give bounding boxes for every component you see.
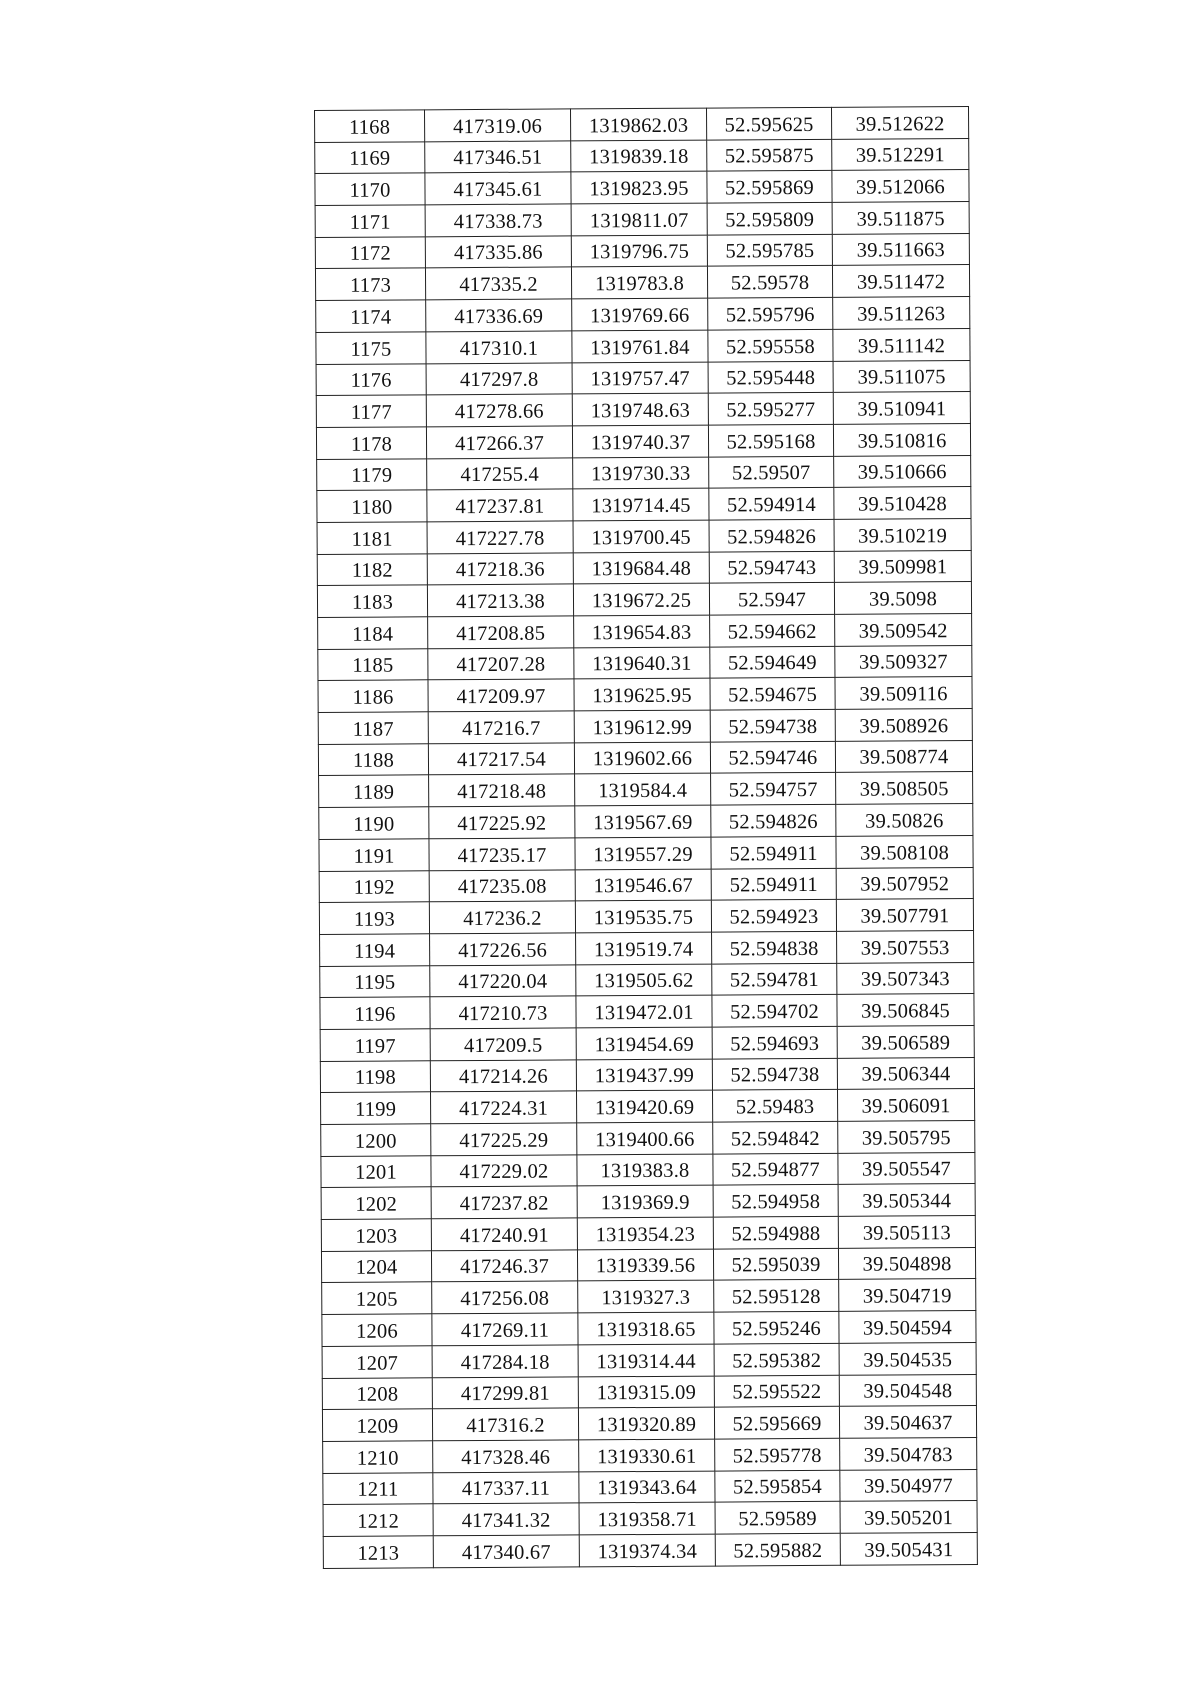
longitude-cell: 39.512066 [832, 170, 969, 203]
longitude-cell: 39.506091 [837, 1089, 974, 1122]
table-row [319, 804, 973, 840]
table-row [319, 899, 973, 935]
x-coordinate-cell: 417335.2 [425, 267, 571, 300]
y-coordinate-cell: 1319640.31 [574, 647, 710, 680]
point-number-cell: 1208 [322, 1377, 432, 1409]
table-row [316, 328, 970, 364]
point-number-cell: 1179 [317, 458, 427, 490]
table-row [318, 709, 972, 745]
longitude-cell: 39.505344 [838, 1184, 975, 1217]
longitude-cell: 39.510816 [833, 423, 970, 456]
x-coordinate-cell: 417255.4 [427, 457, 573, 490]
y-coordinate-cell: 1319757.47 [572, 362, 708, 395]
latitude-cell: 52.595382 [714, 1343, 839, 1375]
x-coordinate-cell: 417209.97 [428, 679, 574, 712]
point-number-cell: 1183 [317, 585, 427, 617]
table-row [322, 1374, 976, 1410]
latitude-cell: 52.59483 [712, 1090, 837, 1122]
y-coordinate-cell: 1319684.48 [573, 552, 709, 585]
table-row [321, 1247, 975, 1283]
longitude-cell: 39.504637 [839, 1406, 976, 1439]
longitude-cell: 39.5098 [834, 582, 971, 615]
latitude-cell: 52.594675 [710, 678, 835, 710]
point-number-cell: 1209 [322, 1409, 432, 1441]
latitude-cell: 52.594988 [713, 1216, 838, 1248]
x-coordinate-cell: 417337.11 [433, 1471, 579, 1504]
table-row [321, 1184, 975, 1220]
table-row [320, 1025, 974, 1061]
point-number-cell: 1204 [321, 1251, 431, 1283]
table-row [320, 1057, 974, 1093]
y-coordinate-cell: 1319330.61 [579, 1439, 715, 1472]
table-row [323, 1532, 977, 1568]
point-number-cell: 1199 [321, 1092, 431, 1124]
y-coordinate-cell: 1319730.33 [573, 457, 709, 490]
latitude-cell: 52.594826 [711, 804, 836, 836]
point-number-cell: 1197 [320, 1029, 430, 1061]
y-coordinate-cell: 1319339.56 [577, 1249, 713, 1282]
x-coordinate-cell: 417269.11 [432, 1313, 578, 1346]
point-number-cell: 1173 [315, 268, 425, 300]
x-coordinate-cell: 417214.26 [430, 1060, 576, 1093]
y-coordinate-cell: 1319748.63 [572, 393, 708, 426]
point-number-cell: 1174 [316, 300, 426, 332]
y-coordinate-cell: 1319519.74 [576, 932, 712, 965]
y-coordinate-cell: 1319535.75 [575, 900, 711, 933]
longitude-cell: 39.504535 [839, 1342, 976, 1375]
y-coordinate-cell: 1319557.29 [575, 837, 711, 870]
point-number-cell: 1185 [318, 649, 428, 681]
latitude-cell: 52.595778 [715, 1438, 840, 1470]
point-number-cell: 1170 [315, 173, 425, 205]
latitude-cell: 52.594914 [709, 488, 834, 520]
table-row [317, 487, 971, 523]
longitude-cell: 39.510941 [833, 392, 970, 425]
table-row [317, 518, 971, 554]
table-row [323, 1437, 977, 1473]
x-coordinate-cell: 417345.61 [425, 172, 571, 205]
latitude-cell: 52.594746 [710, 741, 835, 773]
longitude-cell: 39.506344 [837, 1057, 974, 1090]
x-coordinate-cell: 417218.36 [427, 553, 573, 586]
point-number-cell: 1186 [318, 680, 428, 712]
latitude-cell: 52.594743 [709, 551, 834, 583]
table-row [320, 930, 974, 966]
table-row [322, 1311, 976, 1347]
latitude-cell: 52.594958 [713, 1185, 838, 1217]
point-number-cell: 1187 [318, 712, 428, 744]
latitude-cell: 52.595522 [714, 1375, 839, 1407]
y-coordinate-cell: 1319654.83 [574, 615, 710, 648]
x-coordinate-cell: 417335.86 [425, 236, 571, 269]
latitude-cell: 52.595669 [714, 1407, 839, 1439]
longitude-cell: 39.510219 [834, 518, 971, 551]
y-coordinate-cell: 1319437.99 [576, 1059, 712, 1092]
longitude-cell: 39.508505 [836, 772, 973, 805]
x-coordinate-cell: 417217.54 [428, 743, 574, 776]
y-coordinate-cell: 1319672.25 [573, 583, 709, 616]
point-number-cell: 1177 [316, 395, 426, 427]
table-row [316, 360, 970, 396]
longitude-cell: 39.504898 [838, 1247, 975, 1280]
longitude-cell: 39.505795 [838, 1120, 975, 1153]
table-row [316, 297, 970, 333]
x-coordinate-cell: 417213.38 [427, 584, 573, 617]
longitude-cell: 39.511663 [832, 233, 969, 266]
latitude-cell: 52.594923 [711, 900, 836, 932]
longitude-cell: 39.511075 [833, 360, 970, 393]
table-row [315, 170, 969, 206]
latitude-cell: 52.5947 [709, 583, 834, 615]
point-number-cell: 1210 [323, 1441, 433, 1473]
latitude-cell: 52.595625 [706, 107, 831, 139]
x-coordinate-cell: 417328.46 [433, 1440, 579, 1473]
latitude-cell: 52.595875 [707, 139, 832, 171]
x-coordinate-cell: 417284.18 [432, 1345, 578, 1378]
table-row [315, 202, 969, 238]
latitude-cell: 52.594877 [713, 1153, 838, 1185]
longitude-cell: 39.510428 [834, 487, 971, 520]
y-coordinate-cell: 1319354.23 [577, 1217, 713, 1250]
table-row [318, 740, 972, 776]
y-coordinate-cell: 1319327.3 [578, 1281, 714, 1314]
latitude-cell: 52.595168 [708, 424, 833, 456]
latitude-cell: 52.595796 [708, 297, 833, 329]
point-number-cell: 1212 [323, 1504, 433, 1536]
y-coordinate-cell: 1319374.34 [579, 1534, 715, 1567]
x-coordinate-cell: 417236.2 [429, 901, 575, 934]
latitude-cell: 52.594911 [711, 868, 836, 900]
point-number-cell: 1200 [321, 1124, 431, 1156]
table-row [318, 677, 972, 713]
longitude-cell: 39.508108 [836, 835, 973, 868]
x-coordinate-cell: 417208.85 [428, 616, 574, 649]
y-coordinate-cell: 1319420.69 [576, 1090, 712, 1123]
longitude-cell: 39.510666 [834, 455, 971, 488]
table-row [315, 265, 969, 301]
longitude-cell: 39.50826 [836, 804, 973, 837]
longitude-cell: 39.509327 [835, 645, 972, 678]
point-number-cell: 1168 [315, 110, 425, 142]
longitude-cell: 39.509981 [834, 550, 971, 583]
longitude-cell: 39.505201 [840, 1501, 977, 1534]
point-number-cell: 1206 [322, 1314, 432, 1346]
longitude-cell: 39.505431 [840, 1532, 977, 1565]
x-coordinate-cell: 417319.06 [425, 109, 571, 142]
y-coordinate-cell: 1319700.45 [573, 520, 709, 553]
point-number-cell: 1201 [321, 1155, 431, 1187]
y-coordinate-cell: 1319839.18 [571, 140, 707, 173]
y-coordinate-cell: 1319454.69 [576, 1027, 712, 1060]
table-row [322, 1342, 976, 1378]
y-coordinate-cell: 1319318.65 [578, 1312, 714, 1345]
point-number-cell: 1175 [316, 332, 426, 364]
longitude-cell: 39.511142 [833, 328, 970, 361]
latitude-cell: 52.595448 [708, 361, 833, 393]
table-row [315, 233, 969, 269]
y-coordinate-cell: 1319769.66 [572, 298, 708, 331]
x-coordinate-cell: 417346.51 [425, 141, 571, 174]
y-coordinate-cell: 1319584.4 [575, 774, 711, 807]
latitude-cell: 52.595882 [715, 1533, 840, 1565]
x-coordinate-cell: 417216.7 [428, 711, 574, 744]
latitude-cell: 52.595039 [713, 1248, 838, 1280]
table-row [317, 455, 971, 491]
latitude-cell: 52.595128 [714, 1280, 839, 1312]
longitude-cell: 39.509542 [835, 613, 972, 646]
longitude-cell: 39.504977 [840, 1469, 977, 1502]
latitude-cell: 52.59589 [715, 1502, 840, 1534]
point-number-cell: 1190 [319, 807, 429, 839]
x-coordinate-cell: 417338.73 [425, 204, 571, 237]
y-coordinate-cell: 1319546.67 [575, 869, 711, 902]
x-coordinate-cell: 417225.29 [431, 1123, 577, 1156]
x-coordinate-cell: 417256.08 [432, 1281, 578, 1314]
x-coordinate-cell: 417237.82 [431, 1186, 577, 1219]
longitude-cell: 39.511472 [832, 265, 969, 298]
point-number-cell: 1207 [322, 1346, 432, 1378]
y-coordinate-cell: 1319811.07 [571, 203, 707, 236]
longitude-cell: 39.506589 [837, 1025, 974, 1058]
x-coordinate-cell: 417210.73 [430, 996, 576, 1029]
longitude-cell: 39.511875 [832, 202, 969, 235]
point-number-cell: 1191 [319, 839, 429, 871]
longitude-cell: 39.505113 [838, 1216, 975, 1249]
longitude-cell: 39.508774 [835, 740, 972, 773]
longitude-cell: 39.507952 [836, 867, 973, 900]
table-row [323, 1501, 977, 1537]
latitude-cell: 52.595785 [707, 234, 832, 266]
latitude-cell: 52.59507 [709, 456, 834, 488]
latitude-cell: 52.595854 [715, 1470, 840, 1502]
y-coordinate-cell: 1319823.95 [571, 171, 707, 204]
y-coordinate-cell: 1319320.89 [578, 1407, 714, 1440]
x-coordinate-cell: 417336.69 [426, 299, 572, 332]
x-coordinate-cell: 417220.04 [430, 964, 576, 997]
y-coordinate-cell: 1319314.44 [578, 1344, 714, 1377]
latitude-cell: 52.594842 [713, 1121, 838, 1153]
point-number-cell: 1203 [321, 1219, 431, 1251]
point-number-cell: 1182 [317, 553, 427, 585]
latitude-cell: 52.594911 [711, 836, 836, 868]
y-coordinate-cell: 1319783.8 [571, 267, 707, 300]
x-coordinate-cell: 417297.8 [426, 362, 572, 395]
x-coordinate-cell: 417341.32 [433, 1503, 579, 1536]
x-coordinate-cell: 417218.48 [429, 774, 575, 807]
point-number-cell: 1205 [322, 1282, 432, 1314]
longitude-cell: 39.506845 [837, 994, 974, 1027]
x-coordinate-cell: 417224.31 [431, 1091, 577, 1124]
point-number-cell: 1211 [323, 1472, 433, 1504]
y-coordinate-cell: 1319315.09 [578, 1376, 714, 1409]
latitude-cell: 52.595246 [714, 1311, 839, 1343]
point-number-cell: 1188 [318, 744, 428, 776]
x-coordinate-cell: 417266.37 [426, 426, 572, 459]
latitude-cell: 52.595809 [707, 202, 832, 234]
y-coordinate-cell: 1319862.03 [570, 108, 706, 141]
x-coordinate-cell: 417207.28 [428, 648, 574, 681]
point-number-cell: 1213 [323, 1536, 433, 1568]
x-coordinate-cell: 417209.5 [430, 1028, 576, 1061]
table-row [321, 1216, 975, 1252]
longitude-cell: 39.505547 [838, 1152, 975, 1185]
coordinates-table [314, 106, 978, 1569]
latitude-cell: 52.59578 [707, 266, 832, 298]
longitude-cell: 39.504783 [840, 1437, 977, 1470]
point-number-cell: 1192 [319, 870, 429, 902]
latitude-cell: 52.594662 [710, 614, 835, 646]
point-number-cell: 1178 [316, 427, 426, 459]
latitude-cell: 52.594738 [710, 709, 835, 741]
x-coordinate-cell: 417227.78 [427, 521, 573, 554]
point-number-cell: 1176 [316, 363, 426, 395]
longitude-cell: 39.504548 [839, 1374, 976, 1407]
table-row [315, 138, 969, 174]
table-row [318, 613, 972, 649]
longitude-cell: 39.507553 [837, 930, 974, 963]
table-row [315, 107, 969, 143]
latitude-cell: 52.595558 [708, 329, 833, 361]
y-coordinate-cell: 1319358.71 [579, 1502, 715, 1535]
longitude-cell: 39.507791 [836, 899, 973, 932]
point-number-cell: 1181 [317, 522, 427, 554]
table-row [320, 994, 974, 1030]
latitude-cell: 52.594838 [712, 931, 837, 963]
table-row [321, 1120, 975, 1156]
y-coordinate-cell: 1319796.75 [571, 235, 707, 268]
point-number-cell: 1189 [319, 775, 429, 807]
x-coordinate-cell: 417246.37 [431, 1250, 577, 1283]
longitude-cell: 39.511263 [833, 297, 970, 330]
point-number-cell: 1180 [317, 490, 427, 522]
x-coordinate-cell: 417237.81 [427, 489, 573, 522]
point-number-cell: 1196 [320, 997, 430, 1029]
table-row [319, 835, 973, 871]
longitude-cell: 39.509116 [835, 677, 972, 710]
longitude-cell: 39.512291 [832, 138, 969, 171]
latitude-cell: 52.594738 [712, 1058, 837, 1090]
longitude-cell: 39.504719 [839, 1279, 976, 1312]
y-coordinate-cell: 1319400.66 [577, 1122, 713, 1155]
table-row [323, 1469, 977, 1505]
x-coordinate-cell: 417225.92 [429, 806, 575, 839]
table-row [321, 1152, 975, 1188]
y-coordinate-cell: 1319567.69 [575, 805, 711, 838]
latitude-cell: 52.595869 [707, 171, 832, 203]
x-coordinate-cell: 417340.67 [433, 1535, 579, 1568]
coordinates-table-body [315, 107, 978, 1569]
table-row [319, 867, 973, 903]
x-coordinate-cell: 417229.02 [431, 1155, 577, 1188]
latitude-cell: 52.594693 [712, 1026, 837, 1058]
point-number-cell: 1184 [318, 617, 428, 649]
y-coordinate-cell: 1319343.64 [579, 1471, 715, 1504]
point-number-cell: 1202 [321, 1187, 431, 1219]
x-coordinate-cell: 417316.2 [432, 1408, 578, 1441]
x-coordinate-cell: 417278.66 [426, 394, 572, 427]
y-coordinate-cell: 1319602.66 [574, 742, 710, 775]
point-number-cell: 1195 [320, 965, 430, 997]
y-coordinate-cell: 1319714.45 [573, 488, 709, 521]
point-number-cell: 1198 [320, 1060, 430, 1092]
table-row [317, 550, 971, 586]
longitude-cell: 39.504594 [839, 1311, 976, 1344]
y-coordinate-cell: 1319761.84 [572, 330, 708, 363]
longitude-cell: 39.508926 [835, 709, 972, 742]
x-coordinate-cell: 417235.08 [429, 869, 575, 902]
y-coordinate-cell: 1319612.99 [574, 710, 710, 743]
table-row [322, 1279, 976, 1315]
y-coordinate-cell: 1319369.9 [577, 1185, 713, 1218]
point-number-cell: 1171 [315, 205, 425, 237]
table-row [318, 645, 972, 681]
table-row [319, 772, 973, 808]
table-row [316, 392, 970, 428]
y-coordinate-cell: 1319625.95 [574, 678, 710, 711]
latitude-cell: 52.594781 [712, 963, 837, 995]
y-coordinate-cell: 1319383.8 [577, 1154, 713, 1187]
y-coordinate-cell: 1319472.01 [576, 995, 712, 1028]
point-number-cell: 1172 [315, 237, 425, 269]
table-row [320, 962, 974, 998]
table-row [316, 423, 970, 459]
longitude-cell: 39.512622 [831, 107, 968, 140]
longitude-cell: 39.507343 [837, 962, 974, 995]
point-number-cell: 1194 [320, 934, 430, 966]
x-coordinate-cell: 417299.81 [432, 1376, 578, 1409]
latitude-cell: 52.594649 [710, 646, 835, 678]
table-row [321, 1089, 975, 1125]
y-coordinate-cell: 1319740.37 [572, 425, 708, 458]
latitude-cell: 52.594702 [712, 995, 837, 1027]
x-coordinate-cell: 417310.1 [426, 331, 572, 364]
latitude-cell: 52.594757 [711, 773, 836, 805]
latitude-cell: 52.595277 [708, 393, 833, 425]
x-coordinate-cell: 417240.91 [431, 1218, 577, 1251]
x-coordinate-cell: 417235.17 [429, 838, 575, 871]
table-row [317, 582, 971, 618]
point-number-cell: 1193 [319, 902, 429, 934]
table-row [322, 1406, 976, 1442]
x-coordinate-cell: 417226.56 [430, 933, 576, 966]
point-number-cell: 1169 [315, 142, 425, 174]
y-coordinate-cell: 1319505.62 [576, 964, 712, 997]
latitude-cell: 52.594826 [709, 519, 834, 551]
